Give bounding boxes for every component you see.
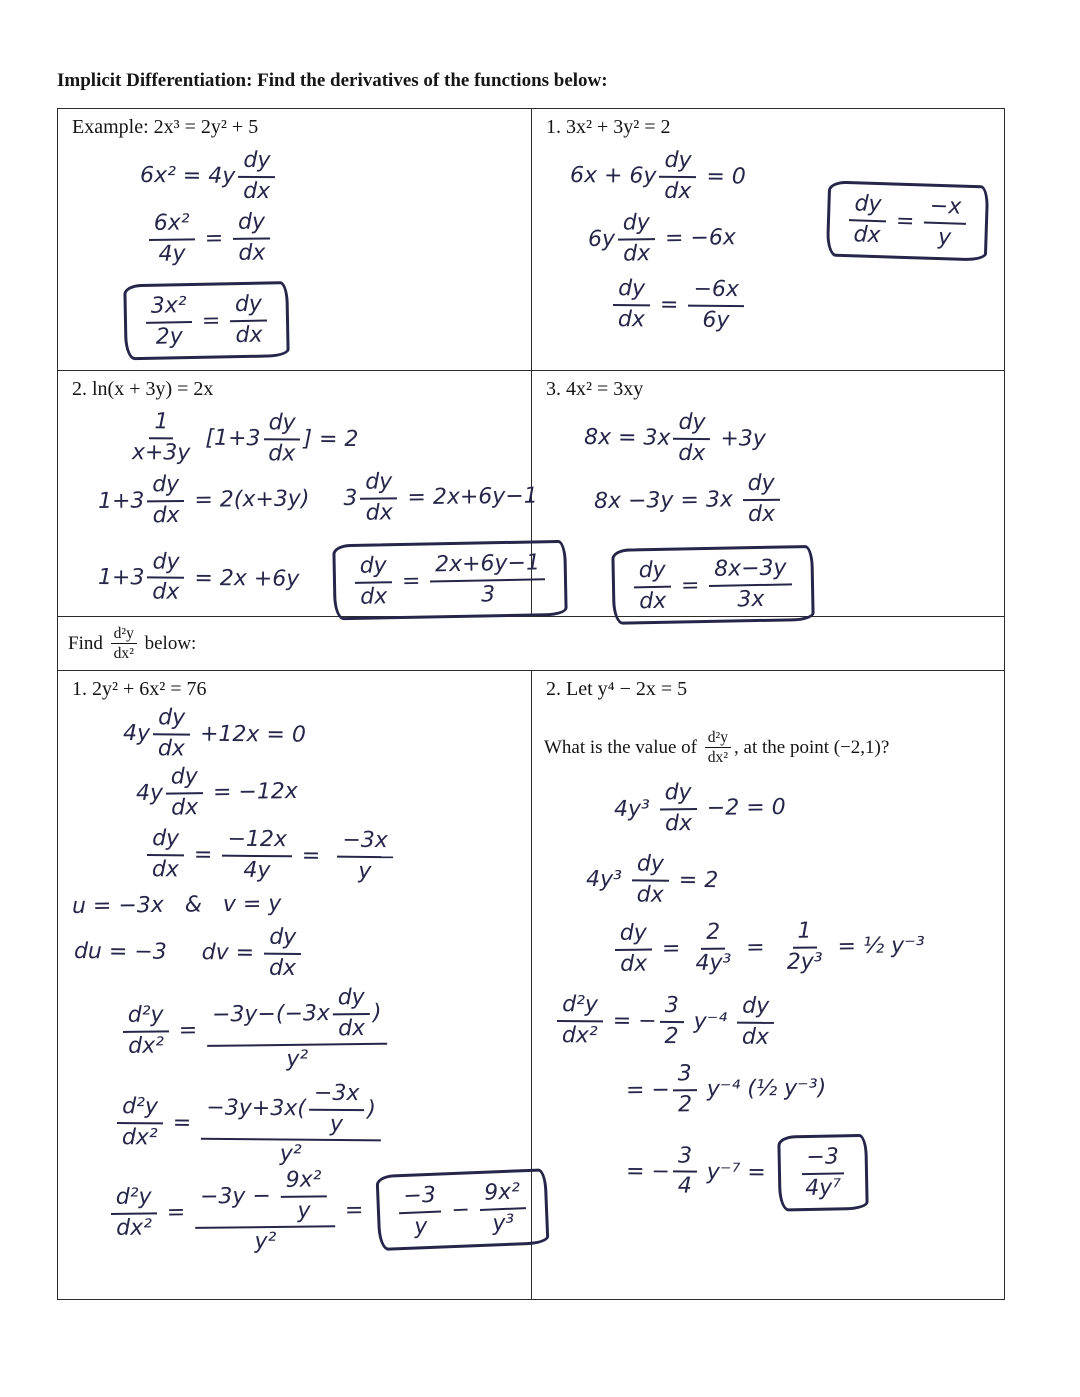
band-label: Find $\frac{\text{d²y}}{\text{dx²}}$ below:	[68, 624, 197, 662]
equation: $\frac{1}{x+3y}$ [1+3 $\frac{dy}{dx}$ ] = 2	[124, 410, 359, 467]
fraction: $\frac{dy}{dx}$	[230, 292, 268, 348]
equation: $\frac{dy}{dx}$ = $\frac{-6x}{6y}$	[610, 277, 747, 333]
equation: $\frac{dy}{dx}$ = $\frac{2}{\text{4y³}}$ = $\frac{1}{\text{2y³}}$ = ½ y⁻³	[612, 919, 925, 978]
fraction: $\frac{8x-3y}{3x}$	[709, 556, 793, 613]
cell-problem-3	[532, 371, 1004, 617]
equation: 4y³ $\frac{dy}{dx}$ −2 = 0	[613, 779, 786, 836]
work-line	[612, 918, 995, 978]
fraction: $\frac{2x+6y-1}{3}$	[430, 551, 546, 608]
fraction: $\frac{dy}{dx}$	[264, 925, 301, 981]
fraction: $\frac{dy}{dx}$	[660, 781, 698, 837]
work-line	[594, 469, 995, 529]
fraction: $\frac{\text{d²y}}{\text{dx²}}$	[111, 625, 137, 663]
question-text	[544, 729, 994, 767]
question-equation: What is the value of $\frac{\text{d²y}}{\text{dx²}}$ , at the point (−2,1)?	[544, 729, 890, 767]
equation: 3 $\frac{dy}{dx}$ = 2x+6y−1	[343, 469, 538, 526]
work-line	[123, 706, 521, 765]
problem-label-2: 2. ln(x + 3y) = 2x	[72, 378, 214, 400]
equation: $\frac{dy}{dx}$ = $\frac{-12x}{4y}$ = $\frac{-3x}{y}$	[144, 827, 396, 884]
equation: $\frac{-3}{y}$ − $\frac{\text{9x²}}{\text{y³}}$	[395, 1180, 530, 1241]
work-line	[626, 1133, 995, 1212]
problem-label-3: 3. 4x² = 3xy	[546, 378, 644, 400]
fraction: $\frac{dy}{dx}$	[633, 558, 671, 614]
equation: $\frac{dy}{dx}$ = $\frac{8x-3y}{3x}$	[630, 556, 795, 614]
equation: 4y³ $\frac{dy}{dx}$ = 2	[585, 851, 719, 908]
fraction: $\frac{dy}{dx}$	[848, 192, 887, 248]
problem-label-example: Example: 2x³ = 2y² + 5	[72, 116, 259, 138]
work-line	[612, 546, 995, 626]
work-line	[610, 277, 994, 336]
equation: 8x = 3x $\frac{dy}{dx}$ +3y	[583, 409, 766, 466]
cell-example	[58, 109, 532, 371]
problem-label-q1: 1. 2y² + 6x² = 76	[72, 678, 207, 700]
work-line	[74, 924, 521, 983]
cell-second-deriv-1	[58, 671, 532, 1299]
page-title: Implicit Differentiation: Find the derivatives of the functions below:	[57, 70, 608, 91]
problem-label-1: 1. 3x² + 3y² = 2	[546, 116, 671, 138]
equation: $\frac{\text{3x²}}{2y}$ = $\frac{dy}{dx}$	[142, 292, 270, 350]
worksheet-grid	[57, 108, 1005, 1300]
fraction: $\frac{-3}{\text{4y⁷}}$	[799, 1145, 846, 1201]
fraction: $\frac{3}{2}$	[659, 994, 683, 1049]
fraction: $\frac{dy}{dx}$	[147, 827, 184, 883]
fraction: $\frac{dy}{dx}$	[238, 149, 275, 205]
fraction: $\frac{3}{4}$	[673, 1144, 697, 1199]
equation: $\frac{\text{d²y}}{\text{dx²}}$ = −3y − $\frac{\text{9x²}}{y}$ y² =	[107, 1168, 363, 1257]
fraction: $\frac{dy}{dx}$	[737, 994, 774, 1050]
work-line	[144, 827, 521, 886]
boxed-answer	[376, 1168, 550, 1251]
work-line	[586, 852, 994, 911]
fraction: $\frac{dy}{dx}$	[673, 411, 710, 467]
problem-label-q2: 2. Let y⁴ − 2x = 5	[546, 678, 688, 700]
boxed-answer	[611, 544, 814, 624]
fraction: $\frac{3}{2}$	[673, 1062, 698, 1118]
equation: 6y $\frac{dy}{dx}$ = −6x	[587, 210, 737, 267]
fraction: $\frac{\text{d²y}}{\text{dx²}}$	[117, 1095, 163, 1151]
work-line	[124, 282, 522, 362]
equation: $\frac{\text{d²y}}{\text{dx²}}$ = − $\frac{3}{2}$ y⁻⁴ $\frac{dy}{dx}$	[554, 993, 778, 1050]
equation: du = −3 dv = $\frac{dy}{dx}$	[74, 924, 305, 981]
work-line	[136, 762, 522, 822]
work-line	[97, 539, 541, 619]
equation: 6x² = 4y $\frac{dy}{dx}$	[140, 148, 279, 204]
work-line	[584, 410, 994, 469]
equation	[796, 1145, 849, 1201]
fraction: $\frac{\text{9x²}}{\text{y³}}$	[479, 1180, 527, 1237]
fraction: $\frac{-3x}{y}$	[309, 1082, 365, 1138]
equation: 4y $\frac{dy}{dx}$ = −12x	[135, 764, 299, 821]
work-line	[97, 469, 538, 529]
cell-second-deriv-2	[532, 671, 1004, 1299]
fraction: $\frac{1}{x+3y}$	[131, 409, 191, 466]
fraction: $\frac{\text{d²y}}{\text{dx²}}$	[557, 993, 603, 1049]
work-line	[124, 410, 521, 469]
fraction: $\frac{dy}{dx}$	[618, 211, 656, 267]
work-line	[140, 148, 521, 207]
equation: u = −3x & v = y	[71, 891, 282, 919]
fraction: $\frac{dy}{dx}$	[355, 554, 393, 610]
work-line	[626, 1058, 995, 1118]
equation: 6x + 6y $\frac{dy}{dx}$ = 0	[569, 147, 746, 204]
equation: 4y $\frac{dy}{dx}$ +12x = 0	[122, 705, 306, 762]
fraction: $\frac{\text{d²y}}{\text{dx²}}$	[123, 1004, 169, 1060]
work-line	[114, 1080, 522, 1169]
fraction: $\frac{dy}{dx}$	[360, 471, 398, 527]
fraction: $\frac{1}{\text{2y³}}$	[786, 918, 823, 975]
cell-problem-2	[58, 371, 541, 617]
work-line	[146, 208, 522, 268]
fraction: $\frac{dy}{dx}$	[263, 411, 300, 467]
equation: 1+3 $\frac{dy}{dx}$ = 2(x+3y)	[97, 472, 310, 529]
fraction: $\frac{2}{\text{4y³}}$	[695, 920, 732, 976]
equation: 1+3 $\frac{dy}{dx}$ = 2x +6y	[97, 548, 300, 605]
equation: 8x −3y = 3x $\frac{dy}{dx}$	[594, 472, 784, 530]
fraction: $\frac{\text{3x²}}{2y}$	[145, 294, 192, 350]
work-line	[107, 1166, 521, 1257]
fraction: $\frac{dy}{dx}$	[743, 472, 781, 528]
equation: = − $\frac{3}{4}$ y⁻⁷ =	[625, 1143, 766, 1199]
fraction: $\frac{dy}{dx}$	[615, 922, 653, 978]
fraction: $\frac{dy}{dx}$	[659, 149, 696, 205]
fraction: $\frac{dy}{dx}$	[147, 549, 184, 605]
fraction: $\frac{dy}{dx}$	[613, 277, 650, 333]
fraction: $\frac{dy}{dx}$	[166, 765, 204, 821]
equation: $\frac{\text{d²y}}{\text{dx²}}$ = −3y+3x( $\frac{-3x}{y}$ ) y²	[114, 1080, 385, 1168]
equation: $\frac{dy}{dx}$ = $\frac{-x}{y}$	[845, 192, 970, 251]
fraction: −3y+3x( $\frac{-3x}{y}$ ) y²	[201, 1081, 381, 1168]
find-second-derivative-band	[58, 617, 1004, 671]
fraction: $\frac{\text{9x²}}{y}$	[281, 1168, 328, 1224]
work-line	[554, 993, 994, 1052]
fraction: $\frac{\text{d²y}}{\text{dx²}}$	[705, 729, 731, 767]
fraction: −3y − $\frac{\text{9x²}}{y}$ y²	[195, 1168, 336, 1256]
equation: $\frac{dy}{dx}$ = $\frac{2x+6y-1}{3}$	[352, 551, 549, 610]
fraction: $\frac{-3x}{y}$	[337, 828, 393, 884]
fraction: $\frac{-6x}{6y}$	[688, 277, 744, 333]
fraction: $\frac{dy}{dx}$	[632, 853, 669, 909]
equation: = − $\frac{3}{2}$ y⁻⁴ (½ y⁻³)	[625, 1061, 827, 1117]
boxed-answer	[826, 180, 989, 261]
work-line	[72, 888, 521, 918]
work-line	[119, 984, 521, 1075]
fraction: $\frac{dy}{dx}$	[147, 473, 185, 529]
work-line	[614, 777, 995, 837]
boxed-answer	[777, 1134, 868, 1212]
fraction: −3y−(−3x $\frac{dy}{dx}$ ) y²	[207, 986, 388, 1074]
fraction: $\frac{\text{6x²}}{4y}$	[149, 212, 196, 268]
fraction: $\frac{dy}{dx}$	[153, 706, 190, 762]
equation: $\frac{\text{d²y}}{\text{dx²}}$ = −3y−(−3x $\frac{dy}{dx}$ ) y²	[119, 986, 390, 1075]
fraction: $\frac{dy}{dx}$	[233, 211, 271, 267]
equation: $\frac{\text{6x²}}{4y}$ = $\frac{dy}{dx}$	[146, 211, 274, 268]
fraction: $\frac{dy}{dx}$	[333, 986, 371, 1042]
fraction: $\frac{-3}{y}$	[398, 1183, 443, 1240]
fraction: $\frac{-x}{y}$	[924, 195, 967, 252]
boxed-answer	[123, 281, 290, 360]
fraction: $\frac{-12x}{4y}$	[222, 827, 292, 883]
fraction: $\frac{\text{d²y}}{\text{dx²}}$	[111, 1185, 157, 1241]
cell-problem-1	[532, 109, 1004, 371]
